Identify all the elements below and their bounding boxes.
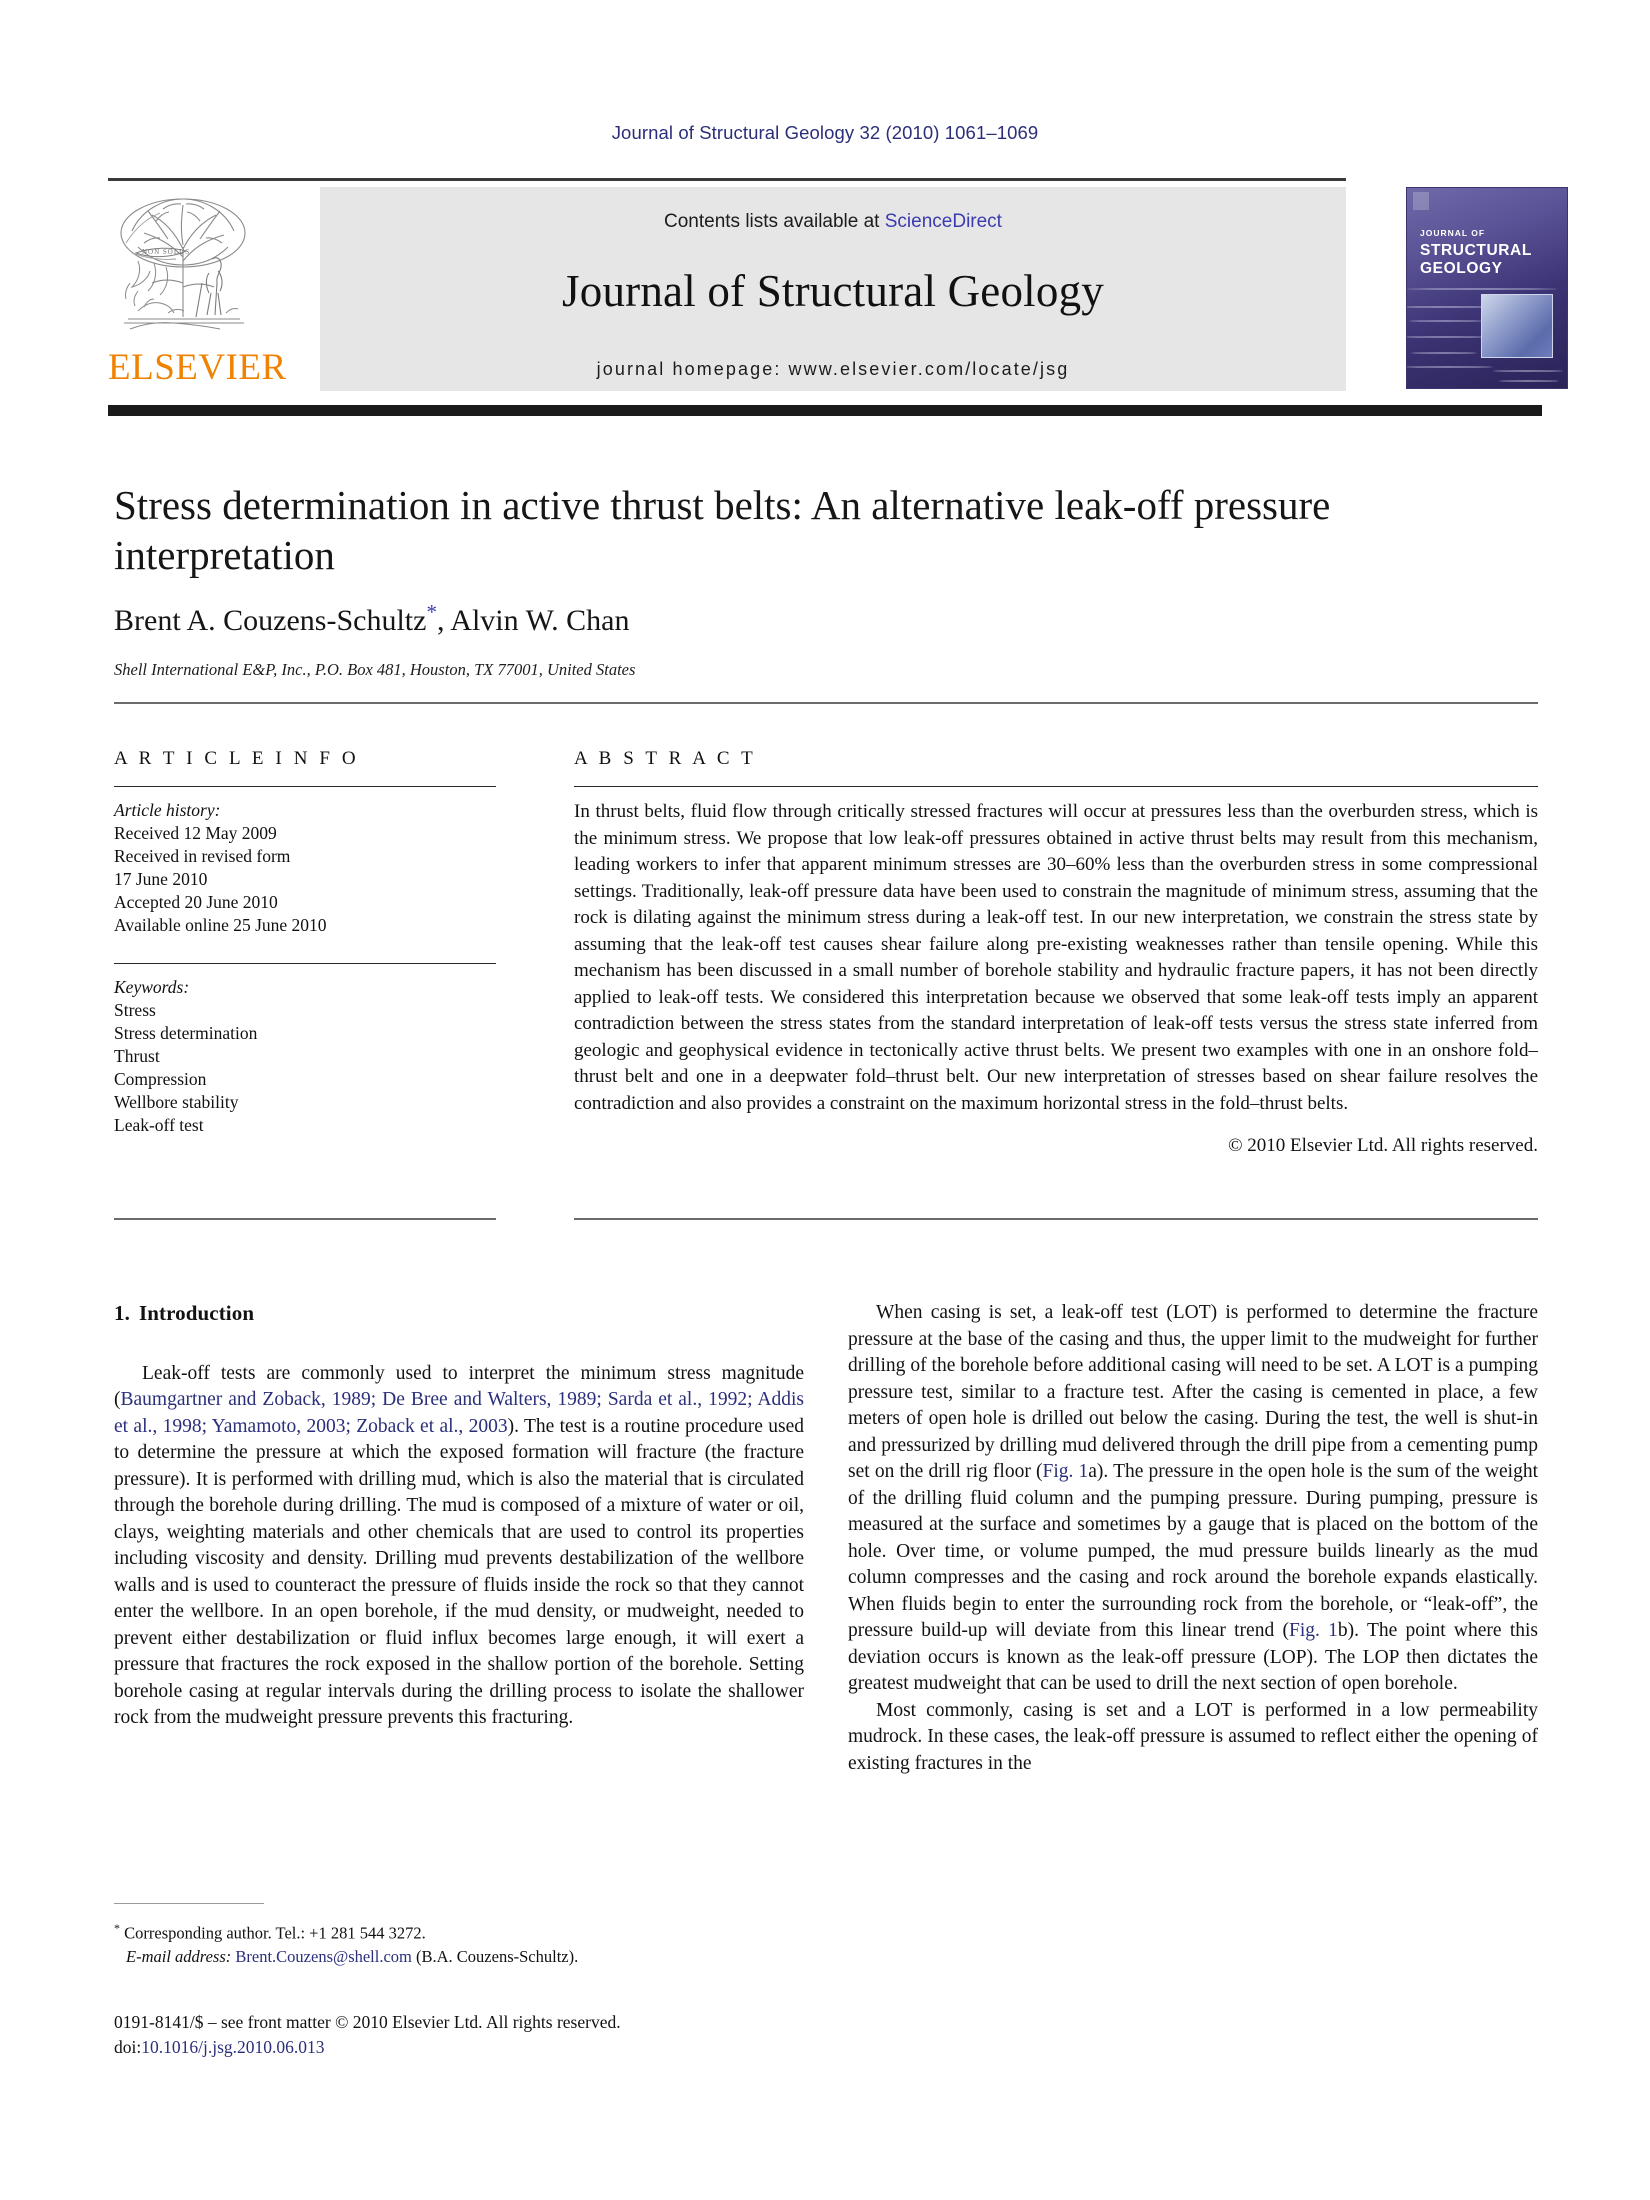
article-info-rule (114, 786, 496, 787)
intro-paragraph-1 (114, 1361, 804, 1732)
journal-homepage[interactable]: journal homepage: www.elsevier.com/locate/jsg (596, 359, 1070, 379)
abstract-heading: A B S T R A C T (574, 748, 757, 769)
elsevier-wordmark: ELSEVIER (108, 347, 287, 388)
intro-paragraph-2 (848, 1300, 1538, 1698)
abstract-bottom-rule (574, 1218, 1538, 1220)
body-column-right (848, 1300, 1538, 1777)
cover-line1: JOURNAL OF (1420, 228, 1486, 238)
keyword-item: Stress (114, 1000, 156, 1020)
figure-ref-1b[interactable]: Fig. 1 (1288, 1620, 1338, 1641)
section-number: 1. (114, 1301, 130, 1325)
keyword-item: Wellbore stability (114, 1092, 239, 1112)
citation-group[interactable]: Baumgartner and Zoback, 1989; De Bree and Walters, 1989; Sarda et al., 1992; Addis et al., 1998; Yamamoto, 2003; Zoback et al., 2003 (114, 1389, 804, 1437)
corresponding-author-marker: * (426, 600, 437, 624)
affiliation: Shell International E&P, Inc., P.O. Box 481, Houston, TX 77001, United States (114, 660, 636, 679)
footnote-marker: * (114, 1921, 120, 1935)
footnote-email-line (114, 1945, 804, 1968)
keyword-item: Thrust (114, 1046, 160, 1066)
keyword-item: Leak-off test (114, 1115, 204, 1135)
cover-title (1420, 224, 1532, 278)
email-link[interactable]: Brent.Couzens@shell.com (235, 1946, 412, 1966)
abstract-rule (574, 786, 1538, 787)
sciencedirect-link[interactable]: ScienceDirect (884, 211, 1002, 232)
intro-p2-pre: When casing is set, a leak-off test (LOT) is performed to determine the fracture pressure at the base of the casing and thus, the upper limit to the mudweight for further drilling of the borehole before additional casing will need to be set. A LOT is a pumping pressure test, similar to a fracture test. After the casing is cemented in place, a few meters of open hole is drilled out below the casing. During the test, the well is shut-in and pressurized by drilling mud delivered through the drill pipe from a cementing pump set on the drill rig floor ( (848, 1302, 1538, 1482)
keyword-item: Stress determination (114, 1023, 258, 1043)
body-column-left (114, 1300, 804, 1732)
journal-cover-thumbnail (1406, 187, 1568, 389)
elsevier-tree-icon (108, 187, 258, 347)
journal-masthead (108, 178, 1542, 401)
author-list (114, 600, 1494, 638)
author-primary: Brent A. Couzens-Schultz (114, 604, 427, 637)
cover-line2: STRUCTURAL (1420, 242, 1532, 259)
frontmatter-block (114, 2010, 874, 2060)
contents-available-line (320, 187, 1346, 233)
frontmatter-line: 0191-8141/$ – see front matter © 2010 Elsevier Ltd. All rights reserved. (114, 2012, 621, 2032)
running-head: Journal of Structural Geology 32 (2010) 1061–1069 (611, 122, 1039, 143)
footnote-rule (114, 1903, 264, 1904)
history-item: Received in revised form (114, 846, 291, 866)
keywords-label: Keywords: (114, 977, 190, 997)
article-info-column (114, 748, 496, 1137)
intro-p2-post: b). The point where this deviation occurs is known as the leak-off pressure (LOP). The LOP then dictates the greatest mudweight that can be used to drill the next section of open borehole. (848, 1620, 1538, 1694)
svg-text:NON SOLUS: NON SOLUS (142, 248, 191, 256)
history-item: Available online 25 June 2010 (114, 915, 327, 935)
doi-link[interactable]: 10.1016/j.jsg.2010.06.013 (141, 2037, 325, 2057)
elsevier-mark-icon (1413, 192, 1429, 210)
section-heading-introduction (114, 1300, 804, 1327)
keyword-item: Compression (114, 1069, 207, 1089)
keywords-rule (114, 963, 496, 964)
article-history-label: Article history: (114, 800, 221, 820)
info-bottom-rule (114, 1218, 496, 1220)
abstract-column (574, 748, 1538, 1157)
intro-p1-post: ). The test is a routine procedure used to determine the pressure at which the exposed formation will fracture (the fracture pressure). It is performed with drilling mud, which is also the material that is circulated through the borehole during drilling. The mud is composed of a mixture of water or oil, clays, weighting materials and other chemicals that are used to control its properties including viscosity and density. Drilling mud prevents destabilization of the wellbore walls and is used to counteract the pressure of fluids inside the rock so that they cannot enter the wellbore. In an open borehole, if the mud density, or mudweight, needed to prevent either destabilization or fluid influx becomes large enough, it will exert a pressure that fractures the rock exposed in the shallow portion of the borehole. Setting borehole casing at regular intervals during the drilling process to isolate the shallower rock from the mudweight pressure prevents this fracturing. (114, 1415, 804, 1728)
cover-inset-image (1481, 294, 1553, 358)
contents-prefix: Contents lists available at (664, 211, 885, 232)
intro-p1-pre: Leak-off tests are commonly used to interpret the minimum stress magnitude ( (114, 1362, 804, 1410)
elsevier-tree-drawing (108, 187, 258, 347)
masthead-bottom-rule (108, 405, 1542, 416)
intro-p2-mid: a). The pressure in the open hole is the sum of the weight of the drilling fluid column and the pumping pressure. During pumping, pressure is measured at the surface and sometimes by a gauge that is placed on the bottom of the hole. Over time, or volume pumped, the mud pressure builds linearly as the mud column compresses and the casing and rock around the borehole expands elastically. When fluids begin to enter the surrounding rock from the borehole, or “leak-off”, the pressure build-up will deviate from this linear trend ( (848, 1461, 1539, 1641)
journal-title: Journal of Structural Geology (562, 266, 1104, 316)
doi-line (114, 2035, 874, 2060)
figure-ref-1a[interactable]: Fig. 1 (1042, 1461, 1089, 1482)
email-owner: (B.A. Couzens-Schultz). (416, 1946, 579, 1966)
history-item: 17 June 2010 (114, 869, 208, 889)
intro-paragraph-3: Most commonly, casing is set and a LOT is performed in a low permeability mudrock. In these cases, the leak-off pressure is assumed to reflect either the opening of existing fractures in the (848, 1699, 1538, 1774)
email-label: E-mail address: (126, 1946, 232, 1966)
section-title: Introduction (138, 1301, 255, 1325)
history-item: Received 12 May 2009 (114, 823, 277, 843)
page-title: Stress determination in active thrust belts: An alternative leak-off pressure interpretation (114, 482, 1331, 578)
footnote-block (114, 1903, 804, 1968)
footnote-corresponding-text: Corresponding author. Tel.: +1 281 544 3272. (124, 1923, 426, 1943)
cover-line3: GEOLOGY (1420, 260, 1503, 277)
contents-panel (320, 187, 1346, 391)
elsevier-logo (108, 187, 287, 393)
doi-label: doi: (114, 2037, 142, 2057)
footnote-corresponding-author (114, 1917, 804, 1945)
abstract-copyright: © 2010 Elsevier Ltd. All rights reserved. (1228, 1135, 1538, 1156)
abstract-text: In thrust belts, fluid flow through critically stressed fractures will occur at pressures less than the overburden stress, which is the minimum stress. We propose that low leak-off pressures obtained in active thrust belts may result from this mechanism, leading workers to infer that apparent minimum stresses are 30–60% less than the overburden stress in some compressional settings. Traditionally, leak-off pressure data have been used to constrain the magnitude of minimum stress, assuming that the rock is dilating against the minimum stress during a leak-off test. In our new interpretation, we constrain the stress state by assuming that the leak-off test causes shear failure along pre-existing weaknesses rather than tensile opening. While this mechanism has been discussed in a small number of borehole stability and hydraulic fracture papers, it has not been directly applied to leak-off tests. We considered this interpretation because we observed that some leak-off tests imply an apparent contradiction between the stress states from the standard interpretation of leak-off tests versus the stress state inferred from geologic and geophysical evidence in tectonically active thrust belts. We present two examples with one in an onshore fold–thrust belt and one in a deepwater fold–thrust belt. Our new interpretation of stresses based on shear failure resolves the contradiction and also provides a constraint on the maximum horizontal stress in the fold–thrust belts. (574, 801, 1538, 1114)
header-divider-rule (114, 702, 1538, 704)
author-secondary: , Alvin W. Chan (436, 604, 630, 637)
article-info-heading: A R T I C L E I N F O (114, 748, 360, 769)
history-item: Accepted 20 June 2010 (114, 892, 278, 912)
